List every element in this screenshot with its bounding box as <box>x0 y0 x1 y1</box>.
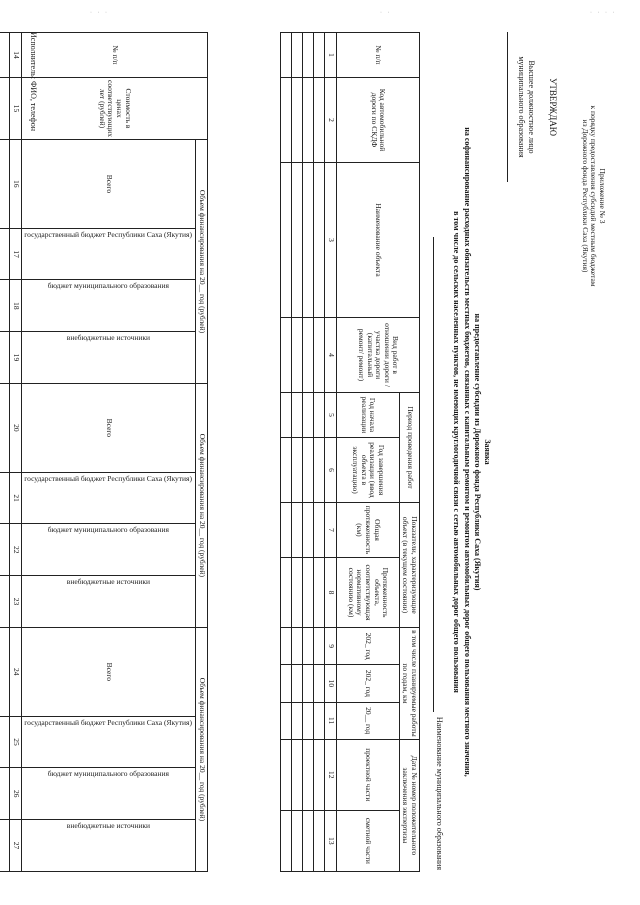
approval-block <box>507 32 558 182</box>
header-cell: Год завершения реализации (ввод объекта в эксплуатацию) <box>336 438 399 503</box>
header-cell: Всего <box>21 627 196 716</box>
column-number-cell: 18 <box>10 280 22 332</box>
header-cell: внебюджетные источники <box>66 821 151 831</box>
column-number-cell: 21 <box>10 472 22 524</box>
column-number-cell: 9 <box>325 628 337 665</box>
header-cell: Протяженность объекта, соответствующая нормативному состоянию (км) <box>336 558 399 628</box>
header-cell: Наименование объекта <box>336 163 419 318</box>
table-row <box>314 33 325 872</box>
header-cell: Всего <box>21 383 196 472</box>
appendix-line: к порядку предоставления субсидий местным бюджетам <box>589 105 599 287</box>
column-number-cell: 25 <box>10 716 22 768</box>
appendix-block <box>580 36 606 356</box>
column-number-cell: 22 <box>10 524 22 576</box>
header-cell: № п/п <box>336 33 419 78</box>
column-number-cell: 1 <box>325 33 337 78</box>
header-cell: внебюджетные источники <box>66 577 151 587</box>
header-cell: проектной части <box>336 739 399 810</box>
header-cell: Вид работ в отношении дороги / участка дороги (капитальный ремонт/ ремонт) <box>336 318 419 393</box>
header-cell: Показатели, характеризующие объект (в текущем состоянии) <box>399 503 419 628</box>
financing-table <box>0 32 208 872</box>
header-cell: Код автомобильной дороги по СКДФ <box>336 78 419 163</box>
header-cell: государственный бюджет Республики Саха (Якутия) <box>24 717 193 727</box>
column-numbers-row <box>325 33 337 872</box>
municipality-label: Наименование муниципального образования <box>435 716 444 870</box>
rotated-form <box>11 22 620 882</box>
column-number-cell: 24 <box>10 627 22 716</box>
objects-table <box>280 32 420 872</box>
column-number-cell: 20 <box>10 383 22 472</box>
header-cell: бюджет муниципального образования <box>47 769 170 779</box>
column-number-cell: 12 <box>325 739 337 810</box>
header-cell: Объем финансирования на 20__ год (рублей) <box>196 627 208 871</box>
header-cell: 202_ год <box>336 665 399 702</box>
header-cell: № п/п <box>21 33 207 78</box>
municipality-line <box>433 237 434 712</box>
header-cell: Общая протяженность (км) <box>336 503 399 558</box>
header-cell: Дата № номер положительного заключения экспертизы <box>399 739 419 871</box>
header-cell: Год начала реализации <box>336 393 399 438</box>
header-cell: внебюджетные источники <box>66 333 151 343</box>
header-cell: 20__ год <box>336 702 399 739</box>
header-cell: Объем финансирования на 20__ год (рублей) <box>196 139 208 383</box>
column-number-cell: 4 <box>325 318 337 393</box>
scan-artifact: · · · <box>90 10 109 16</box>
header-cell: в том числе планируемые работы по годам, км <box>399 628 419 740</box>
appendix-line: Приложение № 3 <box>598 168 607 224</box>
header-cell: Стоимость в ценах соответствующих лет (рублей) <box>21 78 207 140</box>
header-cell: государственный бюджет Республики Саха (Якутия) <box>24 229 193 239</box>
table-row <box>303 33 314 872</box>
column-number-cell: 26 <box>10 768 22 820</box>
table-row <box>281 33 292 872</box>
column-number-cell: 6 <box>325 438 337 503</box>
appendix-line: из Дорожного фонда Республики Саха (Якутия) <box>580 119 590 273</box>
heading-line: на предоставление субсидии из Дорожного фонда Республики Саха (Якутия) <box>472 313 482 591</box>
column-number-cell: 23 <box>10 576 22 628</box>
header-cell: бюджет муниципального образования <box>47 525 170 535</box>
table-row <box>292 33 303 872</box>
column-number-cell: 5 <box>325 393 337 438</box>
column-number-cell: 2 <box>325 78 337 163</box>
column-number-cell: 11 <box>325 702 337 739</box>
column-number-cell: 27 <box>10 820 22 872</box>
form-heading <box>451 22 492 882</box>
heading-line: в том числе до сельских населенных пунктов, не имеющих круглогодичной связи с сетью автомобильных дорог общего пользования <box>452 211 462 693</box>
table-row <box>0 33 10 872</box>
header-cell: 202_ год <box>336 628 399 665</box>
header-cell: бюджет муниципального образования <box>47 281 170 291</box>
column-number-cell: 14 <box>10 33 22 78</box>
column-number-cell: 13 <box>325 810 337 871</box>
header-cell: сметной части <box>336 810 399 871</box>
column-number-cell: 7 <box>325 503 337 558</box>
approval-line: Высшее должностное лицо <box>526 60 536 154</box>
column-number-cell: 16 <box>10 139 22 228</box>
executor-line: Исполнитель: ФИО, телефон <box>29 32 38 131</box>
header-cell: Объем финансирования на 20__ год (рублей) <box>196 383 208 627</box>
scan-artifact: · · · · <box>590 10 617 16</box>
column-number-cell: 19 <box>10 332 22 384</box>
column-number-cell: 10 <box>325 665 337 702</box>
header-cell: Всего <box>21 139 196 228</box>
header-cell: государственный бюджет Республики Саха (Якутия) <box>24 473 193 483</box>
header-cell: Период проведения работ <box>399 393 419 503</box>
column-numbers-row <box>10 33 22 872</box>
heading-line: на софинансирование расходных обязательств местных бюджетов, связанных с капитальным ремонтом и ремонтом автомобильных дорог общего пользования местного значения, <box>462 127 472 777</box>
column-number-cell: 17 <box>10 228 22 280</box>
scan-artifact: · · <box>380 10 392 16</box>
column-number-cell: 15 <box>10 78 22 140</box>
approval-title: УТВЕРЖДАЮ <box>548 77 558 136</box>
heading-title: Заявка <box>483 439 492 465</box>
approval-line: муниципального образования <box>517 56 527 158</box>
column-number-cell: 3 <box>325 163 337 318</box>
column-number-cell: 8 <box>325 558 337 628</box>
signature-line <box>507 32 509 182</box>
